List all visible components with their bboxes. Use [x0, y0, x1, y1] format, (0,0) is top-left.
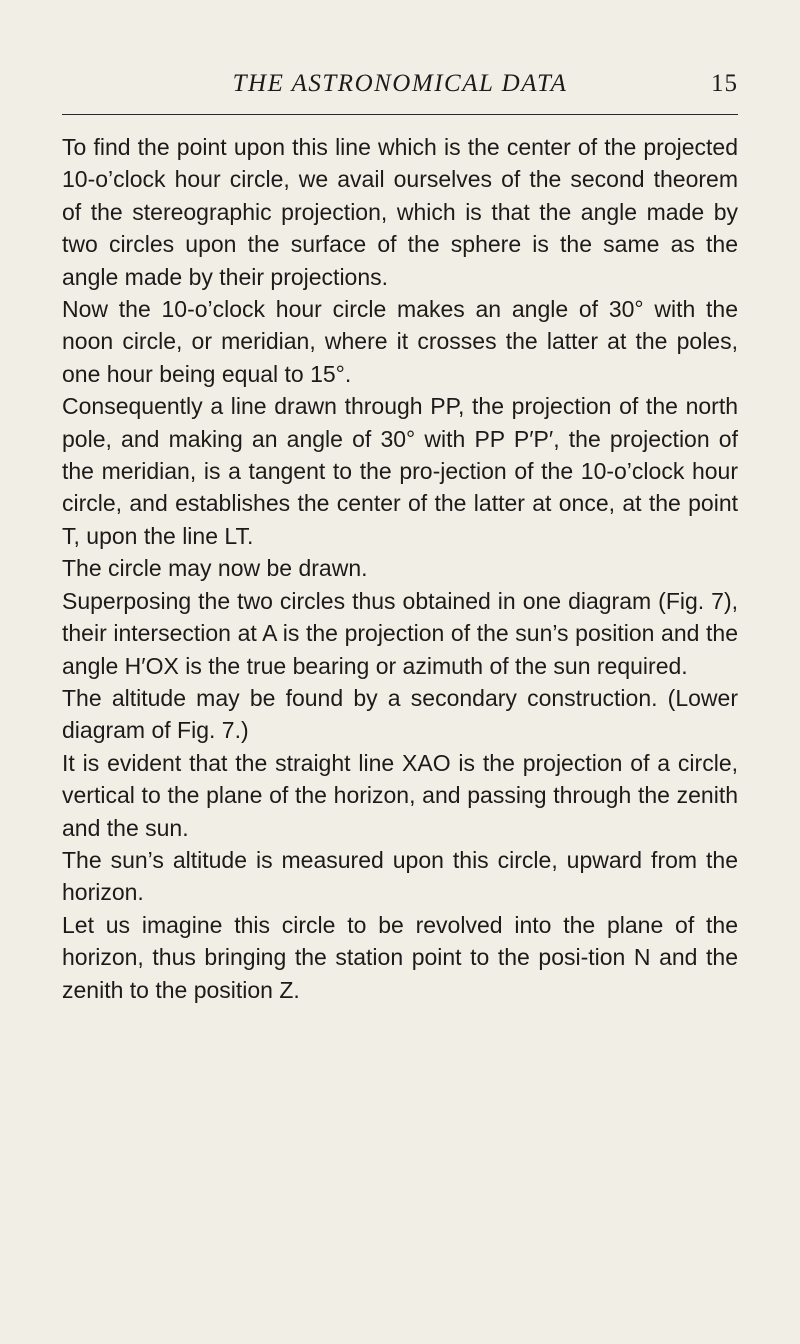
- paragraph-9: Let us imagine this circle to be revolved into the plane of the horizon, thus bringing the station point to the posi-tion N and the zenith to the position Z.: [62, 911, 738, 1003]
- paragraph-8: The sun’s altitude is measured upon this circle, upward from the horizon.: [62, 846, 738, 906]
- paragraph-5: Superposing the two circles thus obtained in one diagram (Fig. 7), their intersection at A is the projection of the sun’s position and the angle H′OX is the true bearing or azimuth of the sun required.: [62, 587, 738, 679]
- paragraph-4: The circle may now be drawn.: [62, 555, 368, 582]
- body-text: [62, 131, 738, 1006]
- paragraph-1: To find the point upon this line which is the center of the projected 10-o’clock hour circle, we avail ourselves of the second theorem of the stereographic projection, which is that the angle made by two circles upon the surface of the sphere is the same as the angle made by their projections.: [62, 134, 738, 290]
- paragraph-2: Now the 10-o’clock hour circle makes an angle of 30° with the noon circle, or meridian, where it crosses the latter at the poles, one hour being equal to 15°.: [62, 296, 738, 387]
- paragraph-6: The altitude may be found by a secondary construction. (Lower diagram of Fig. 7.): [62, 684, 738, 744]
- running-title: THE ASTRONOMICAL DATA: [232, 70, 568, 97]
- paragraph-3: Consequently a line drawn through PP, the projection of the north pole, and making an angle of 30° with PP P′P′, the projection of the meridian, is a tangent to the pro-jection of the 10-o’clock hour circle, and establishes the center of the latter at once, at the point T, upon the line LT.: [62, 393, 738, 549]
- running-head: [62, 66, 738, 106]
- paragraph-7: It is evident that the straight line XAO is the projection of a circle, vertical to the plane of the horizon, and passing through the zenith and the sun.: [62, 749, 738, 841]
- page-number: 15: [711, 70, 738, 97]
- header-rule: [62, 114, 738, 115]
